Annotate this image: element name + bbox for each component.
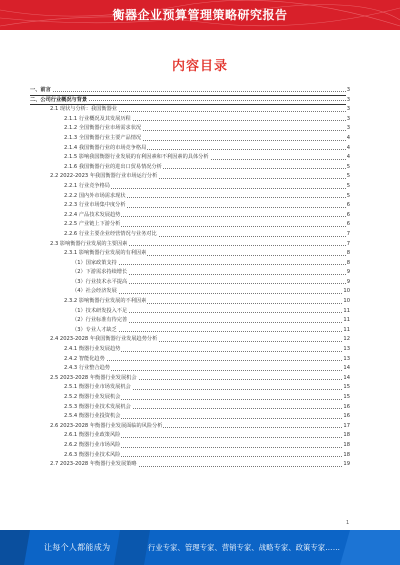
toc-entry[interactable] xyxy=(30,220,350,230)
toc-entry-page: 3 xyxy=(346,86,350,96)
toc-entry-title: 2.1.1 行业概况及其发展历程 xyxy=(64,115,131,122)
toc-entry-page: 11 xyxy=(342,307,350,317)
toc-entry[interactable] xyxy=(30,393,350,403)
toc-entry-page: 8 xyxy=(346,259,350,269)
toc-entry[interactable] xyxy=(30,326,350,336)
toc-entry[interactable] xyxy=(30,182,350,192)
toc-entry-page: 18 xyxy=(342,451,350,461)
toc-heading: 内容目录 xyxy=(171,59,228,74)
toc-entry-page: 14 xyxy=(342,374,350,384)
toc-entry-page: 15 xyxy=(342,393,350,403)
toc-entry-title: 2.6.3 衡器行业技术风险 xyxy=(64,451,121,458)
toc-entry-page: 18 xyxy=(342,431,350,441)
header-banner xyxy=(0,0,400,30)
toc-entry-title: 2.4 2023-2028 年我国衡器行业发展趋势分析 xyxy=(50,336,158,343)
toc-entry-page: 4 xyxy=(346,144,350,154)
toc-entry-page: 18 xyxy=(342,441,350,451)
toc-entry-page: 13 xyxy=(342,345,350,355)
toc-entry-page: 8 xyxy=(346,249,350,259)
toc-entry-page: 6 xyxy=(346,211,350,221)
toc-entry[interactable] xyxy=(30,268,350,278)
toc-entry-title: 2.2.5 产业链上下游分析 xyxy=(64,221,121,228)
footer-slogan-left: 让每个人都能成为 xyxy=(44,543,111,552)
toc-entry[interactable] xyxy=(30,134,350,144)
footer-slogan-right: 行业专家、管理专家、营销专家、战略专家、政策专家…… xyxy=(148,543,341,552)
toc-entry-page: 17 xyxy=(342,422,350,432)
toc-entry[interactable] xyxy=(30,201,350,211)
toc-entry[interactable] xyxy=(30,431,350,441)
toc-entry[interactable] xyxy=(30,124,350,134)
toc-entry-page: 5 xyxy=(346,192,350,202)
toc-entry-title: 2.1.3 全国衡器行业主要产品情况 xyxy=(64,134,142,141)
toc-entry-page: 6 xyxy=(346,220,350,230)
footer-banner xyxy=(0,530,400,565)
toc-entry-page: 7 xyxy=(346,230,350,240)
toc-entry-title: 2.4.3 行业整合趋势 xyxy=(64,365,110,372)
toc-entry[interactable] xyxy=(30,230,350,240)
toc-entry-title: 2.6 2023-2028 年衡器行业发展面临的风险分析 xyxy=(50,422,163,429)
toc-entry-page: 3 xyxy=(346,124,350,134)
toc-entry[interactable] xyxy=(30,451,350,461)
toc-entry-page: 4 xyxy=(346,153,350,163)
toc-entry-title: 2.2.2 国内外市场需求现状 xyxy=(64,192,126,199)
toc-entry[interactable] xyxy=(30,163,350,173)
toc-entry-title: 2.1.2 全国衡器行业市场需求状况 xyxy=(64,125,142,132)
toc-entry-page: 13 xyxy=(342,355,350,365)
toc-entry-title: 2.5.2 衡器行业发展机会 xyxy=(64,394,121,400)
toc-entry-page: 3 xyxy=(346,96,350,106)
toc-entry-title: 2.2.3 行业市场集中度分析 xyxy=(64,202,126,209)
toc-entry-page: 5 xyxy=(346,182,350,192)
toc-entry[interactable] xyxy=(30,105,350,115)
toc-entry-page: 9 xyxy=(346,268,350,278)
toc-entry-page: 11 xyxy=(342,326,350,336)
toc-entry[interactable] xyxy=(30,86,350,96)
toc-entry-title: （3）行业技术水平提高 xyxy=(72,278,128,285)
toc-entry[interactable] xyxy=(30,460,350,470)
toc-entry[interactable] xyxy=(30,172,350,182)
table-of-contents xyxy=(30,86,350,470)
toc-entry-page: 3 xyxy=(346,115,350,125)
toc-leader-dots xyxy=(30,91,350,92)
toc-entry-title: 2.3.2 影响衡器行业发展的不利因素 xyxy=(64,298,147,305)
toc-entry[interactable] xyxy=(30,115,350,125)
toc-entry[interactable] xyxy=(30,96,350,106)
toc-entry[interactable] xyxy=(30,307,350,317)
toc-entry[interactable] xyxy=(30,287,350,297)
toc-entry-page: 9 xyxy=(346,278,350,288)
toc-entry-page: 5 xyxy=(346,163,350,173)
toc-entry[interactable] xyxy=(30,153,350,163)
toc-entry-page: 16 xyxy=(342,403,350,413)
toc-entry-title: 2.6.2 衡器行业市场风险 xyxy=(64,441,121,448)
toc-entry-page: 7 xyxy=(346,240,350,250)
toc-entry-title: 2.1 现状与分析：我国衡器业 xyxy=(50,106,117,113)
toc-entry-title: 2.1.4 我国衡器行业的市场竞争格局 xyxy=(64,144,147,151)
toc-entry-title: （4）社会经济发展 xyxy=(72,288,117,295)
toc-entry-title: 2.6.1 衡器行业政策风险 xyxy=(64,432,121,439)
toc-entry-title: （2）行业标准有待完善 xyxy=(72,317,128,324)
toc-entry[interactable] xyxy=(30,412,350,422)
toc-entry-page: 15 xyxy=(342,383,350,393)
toc-entry-page: 4 xyxy=(346,134,350,144)
toc-entry[interactable] xyxy=(30,259,350,269)
toc-entry-page: 6 xyxy=(346,201,350,211)
toc-entry-title: （3）专业人才缺乏 xyxy=(72,326,117,333)
toc-entry-title: 2.2.6 行业主要企业经营情况与业务对比 xyxy=(64,230,157,237)
toc-entry[interactable] xyxy=(30,403,350,413)
toc-entry[interactable] xyxy=(30,278,350,288)
toc-entry-title: （1）技术研发投入不足 xyxy=(72,307,128,314)
toc-entry-title: 二、公司行业概况与背景 xyxy=(30,96,88,103)
toc-entry[interactable] xyxy=(30,297,350,307)
toc-entry[interactable] xyxy=(30,192,350,202)
toc-entry-title: 2.7 2023-2028 年衡器行业发展策略 xyxy=(50,461,137,468)
toc-entry[interactable] xyxy=(30,422,350,432)
toc-entry-title: 2.1.5 影响我国衡器行业发展的有利因素和不利因素的具体分析 xyxy=(64,154,209,161)
toc-entry[interactable] xyxy=(30,374,350,384)
toc-leader-dots xyxy=(64,360,350,361)
toc-entry[interactable] xyxy=(30,316,350,326)
toc-entry[interactable] xyxy=(30,355,350,365)
toc-entry-page: 5 xyxy=(346,172,350,182)
toc-entry-title: （1）国家政策支持 xyxy=(72,259,117,266)
toc-entry-page: 11 xyxy=(342,316,350,326)
toc-entry-page: 12 xyxy=(342,335,350,345)
toc-entry-page: 16 xyxy=(342,412,350,422)
toc-entry-title: 2.2 2022-2023 年我国衡器行业市场运行分析 xyxy=(50,173,158,180)
toc-entry-title: 2.4.2 智能化趋势 xyxy=(64,355,105,362)
toc-entry[interactable] xyxy=(30,383,350,393)
report-title: 衡器企业预算管理策略研究报告 xyxy=(112,8,288,22)
toc-entry-title: 2.5.3 衡器行业技术发展机会 xyxy=(64,403,131,410)
toc-entry[interactable] xyxy=(30,249,350,259)
page-number: 1 xyxy=(346,520,350,526)
toc-entry-title: 一、前言 xyxy=(30,87,51,93)
toc-entry-page: 10 xyxy=(342,287,350,297)
toc-entry[interactable] xyxy=(30,240,350,250)
toc-entry[interactable] xyxy=(30,144,350,154)
toc-entry-title: 2.2.1 行业竞争格局 xyxy=(64,182,110,189)
toc-entry-page: 3 xyxy=(346,105,350,115)
toc-entry-title: 2.5 2023-2028 年衡器行业发展机会 xyxy=(50,374,137,381)
toc-entry[interactable] xyxy=(30,211,350,221)
toc-entry[interactable] xyxy=(30,364,350,374)
toc-entry[interactable] xyxy=(30,335,350,345)
toc-entry[interactable] xyxy=(30,345,350,355)
toc-entry-title: 2.5.1 衡器行业市场发展机会 xyxy=(64,384,131,391)
toc-entry-title: 2.2.4 产品技术发展趋势 xyxy=(64,211,121,218)
toc-entry-title: 2.5.4 衡器行业投资机会 xyxy=(64,413,121,420)
toc-entry-title: 2.1.6 我国衡器行业的进出口贸易情况分析 xyxy=(64,163,162,170)
toc-entry-title: 2.4.1 衡器行业发展趋势 xyxy=(64,346,121,353)
toc-entry[interactable] xyxy=(30,441,350,451)
toc-entry-page: 19 xyxy=(342,460,350,470)
toc-entry-title: （2）下游需求持续增长 xyxy=(72,269,128,276)
toc-entry-title: 2.3 影响衡器行业发展的主要因素 xyxy=(50,240,128,247)
toc-entry-title: 2.3.1 影响衡器行业发展的有利因素 xyxy=(64,250,147,257)
toc-entry-page: 14 xyxy=(342,364,350,374)
toc-entry-page: 10 xyxy=(342,297,350,307)
